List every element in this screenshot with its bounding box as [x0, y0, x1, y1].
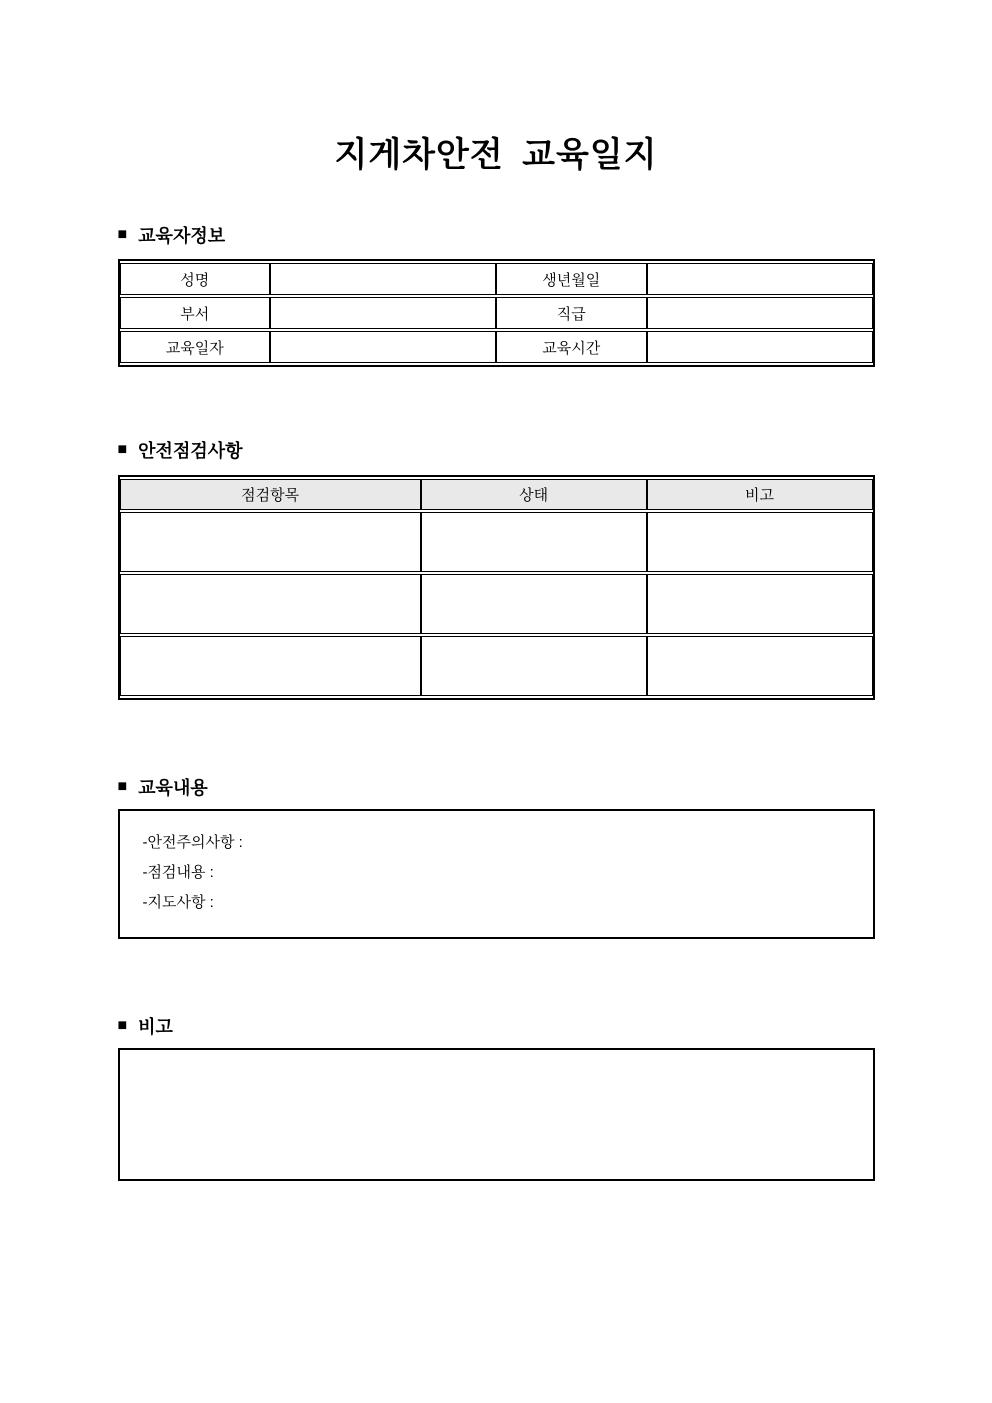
- inspection-note-cell[interactable]: [647, 636, 873, 696]
- field-value-name[interactable]: [270, 263, 496, 295]
- table-row: [120, 331, 873, 363]
- field-label-department: 부서: [120, 297, 271, 329]
- section-bullet-icon: ■: [117, 1017, 128, 1034]
- section-bullet-icon: ■: [117, 226, 128, 243]
- column-header-item: 점검항목: [120, 479, 421, 510]
- training-content-box[interactable]: [118, 809, 875, 939]
- inspection-note-cell[interactable]: [647, 512, 873, 572]
- section-title-inspection: 안전점검사항: [138, 441, 243, 461]
- inspection-table: [118, 475, 875, 700]
- inspection-item-cell[interactable]: [120, 574, 421, 634]
- field-label-birthdate: 생년월일: [496, 263, 647, 295]
- section-bullet-icon: ■: [117, 441, 128, 458]
- inspection-note-cell[interactable]: [647, 574, 873, 634]
- section-title-remarks: 비고: [138, 1017, 173, 1037]
- table-row: [120, 512, 873, 572]
- field-label-training-time: 교육시간: [496, 331, 647, 363]
- inspection-status-cell[interactable]: [421, 574, 647, 634]
- content-line-guidance: -지도사항 :: [142, 894, 214, 911]
- section-bullet-icon: ■: [117, 778, 128, 795]
- remarks-box[interactable]: [118, 1048, 875, 1181]
- table-row: [120, 263, 873, 295]
- section-header-remarks: [118, 1015, 875, 1037]
- field-label-training-date: 교육일자: [120, 331, 271, 363]
- table-row: [120, 636, 873, 696]
- field-value-training-date[interactable]: [270, 331, 496, 363]
- inspection-status-cell[interactable]: [421, 512, 647, 572]
- content-column: [118, 133, 875, 1181]
- trainee-info-table: [118, 259, 875, 367]
- content-line-inspection-details: -점검내용 :: [142, 864, 214, 881]
- inspection-item-cell[interactable]: [120, 636, 421, 696]
- inspection-status-cell[interactable]: [421, 636, 647, 696]
- section-header-training-content: [118, 776, 875, 798]
- field-label-position: 직급: [496, 297, 647, 329]
- content-line-safety-precautions: -안전주의사항 :: [142, 834, 243, 851]
- inspection-item-cell[interactable]: [120, 512, 421, 572]
- table-header-row: [120, 479, 873, 510]
- field-label-name: 성명: [120, 263, 271, 295]
- field-value-training-time[interactable]: [647, 331, 873, 363]
- field-value-birthdate[interactable]: [647, 263, 873, 295]
- section-title-training-content: 교육내용: [138, 778, 208, 798]
- document-title: 지게차안전 교육일지: [334, 136, 658, 174]
- section-title-trainee-info: 교육자정보: [138, 226, 226, 246]
- column-header-note: 비고: [647, 479, 873, 510]
- section-header-inspection: [118, 439, 875, 461]
- table-row: [120, 297, 873, 329]
- section-header-trainee-info: [118, 224, 875, 246]
- field-value-position[interactable]: [647, 297, 873, 329]
- table-row: [120, 574, 873, 634]
- field-value-department[interactable]: [270, 297, 496, 329]
- column-header-status: 상태: [421, 479, 647, 510]
